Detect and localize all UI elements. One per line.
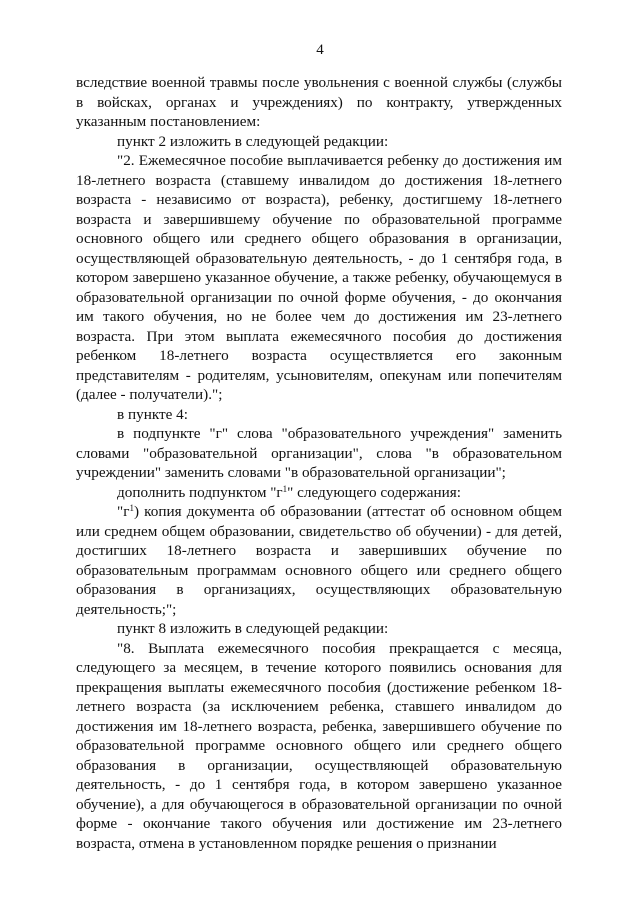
- paragraph-item-8-intro: пункт 8 изложить в следующей редакции:: [117, 620, 389, 637]
- paragraph-item-2-text: "2. Ежемесячное пособие выплачивается ребенку до достижения им 18-летнего возраста (ставшему инвалидом до достижения 18-летнего возраста - независимо от возраста), ребенку, достигшему 18-летнего возраста и завершившему обучение по образовательной программе основного общего или среднего общего образования в организации, осуществляющей образовательную деятельность, - до 1 сентября года, в котором завершено указанное обучение, а также ребенку, обучающемуся в образовательной организации по очной форме обучения, - до окончания им такого обучения, но не более чем до достижения им 23-летнего возраста. При этом выплата ежемесячного пособия до достижения ребенком 18-летнего возраста осуществляется его законным представителям - родителям, усыновителям, опекунам или попечителям (далее - получатели).";: [76, 152, 562, 403]
- paragraph-subitem-g-change: в подпункте "г" слова "образовательного учреждения" заменить словами "образовательной организации", слова "в образовательном учреждении" заменить словами "в образовательной организации";: [76, 425, 562, 481]
- paragraph-item-2-intro: пункт 2 изложить в следующей редакции:: [117, 132, 389, 150]
- paragraph-continuation: вследствие военной травмы после увольнения с военной службы (службы в войсках, органах и учреждениях) по контракту, утвержденных указанным постановлением:: [76, 74, 562, 130]
- paragraph-item-4-intro: в пункте 4:: [117, 405, 188, 423]
- document-body: [76, 73, 562, 853]
- paragraph-item-8-text: "8. Выплата ежемесячного пособия прекращается с месяца, следующего за месяцем, в течение которого появились основания для прекращения выплаты ежемесячного пособия (достижение ребенком 18-летнего возраста (за исключением ребенка, ставшего инвалидом до достижения им 18-летнего возраста, ребенка, завершившего обучение по образовательной программе основного общего или среднего общего образования в организации, осуществляющей образовательную деятельность, - до 1 сентября года, в котором завершено указанное обучение), а для обучающегося в образовательной организации по очной форме - окончание такого обучения или достижение им 23-летнего возраста, отмена в установленном порядке решения о признании: [76, 639, 562, 852]
- paragraph-subitem-g1-label: "г: [117, 503, 130, 520]
- page-number: 4: [316, 42, 324, 58]
- paragraph-add-subitem-g1-text-before: дополнить подпунктом "г: [117, 483, 283, 501]
- paragraph-add-subitem-g1-text-after: " следующего содержания:: [287, 483, 462, 501]
- superscript-one: 1: [129, 503, 134, 513]
- paragraph-add-subitem-g1: [76, 483, 562, 503]
- superscript-one: 1: [282, 483, 288, 494]
- paragraph-subitem-g1-text: [76, 502, 562, 619]
- paragraph-subitem-g1-body: ) копия документа об образовании (аттестат об основном общем или среднем общем образовании, свидетельство об обучении) - для детей, достигших 18-летнего возраста и завершивших обучение по образовательным программам основного общего или среднего общего образования в организациях, осуществляющих образовательную деятельность;";: [76, 503, 562, 618]
